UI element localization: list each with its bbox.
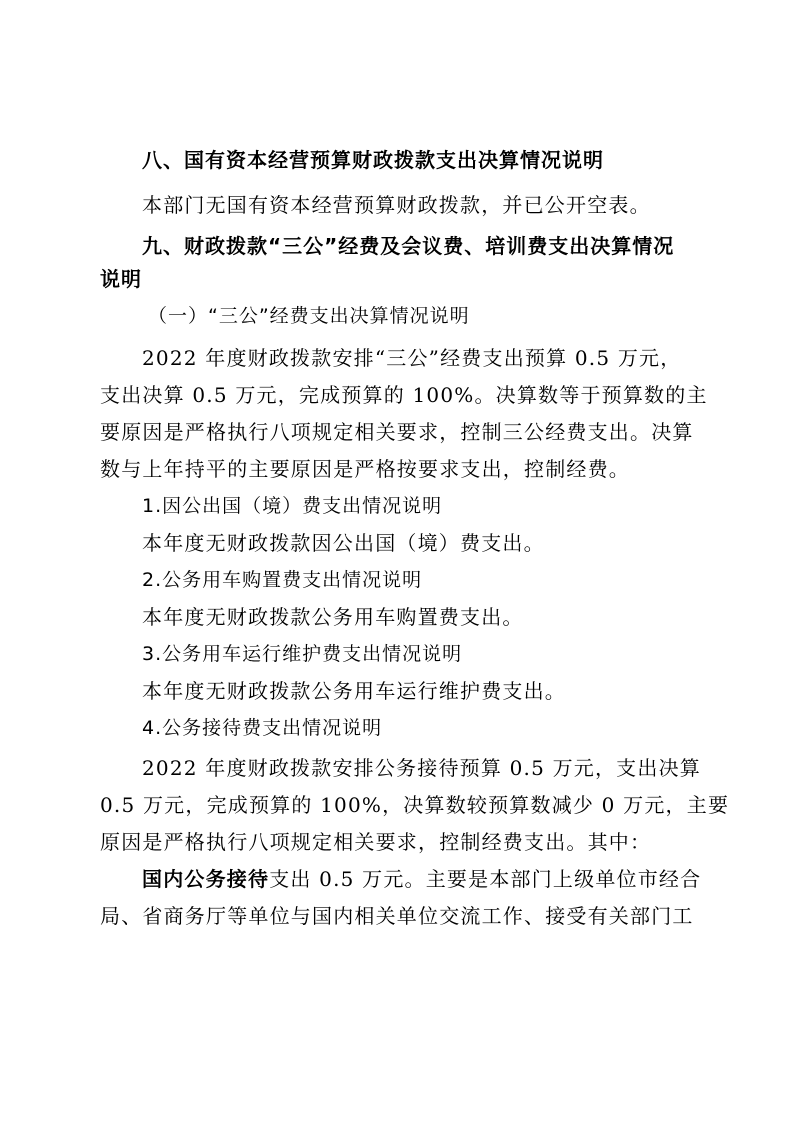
item-1-heading: 1.因公出国（境）费支出情况说明: [142, 495, 443, 517]
item-3-body: 本年度无财政拨款公务用车运行维护费支出。: [142, 679, 566, 703]
domestic-reception-line: [142, 867, 701, 891]
section-9-heading-line1: 九、财政拨款“三公”经费及会议费、培训费支出决算情况: [142, 234, 675, 258]
item-1-body: 本年度无财政拨款因公出国（境）费支出。: [142, 531, 545, 555]
subsection-1-para-line-1: 2022 年度财政拨款安排“三公”经费支出预算 0.5 万元，: [142, 346, 682, 370]
subsection-1-para-line-2: 支出决算 0.5 万元，完成预算的 100%。决算数等于预算数的主: [100, 383, 708, 407]
subsection-1-heading: （一）“三公”经费支出决算情况说明: [148, 305, 470, 327]
subsection-1-para-line-3: 要原因是严格执行八项规定相关要求，控制三公经费支出。决算: [100, 420, 694, 444]
item-2-heading: 2.公务用车购置费支出情况说明: [142, 569, 423, 591]
section-9-heading-line2: 说明: [100, 267, 142, 291]
subsection-1-para-line-4: 数与上年持平的主要原因是严格按要求支出，控制经费。: [100, 457, 630, 481]
item-4-para-line-1: 2022 年度财政拨款安排公务接待预算 0.5 万元，支出决算: [142, 756, 701, 780]
item-4-para-line-3: 原因是严格执行八项规定相关要求，控制经费支出。其中：: [100, 830, 652, 854]
item-4-heading: 4.公务接待费支出情况说明: [142, 717, 383, 739]
item-4-para-line-2: 0.5 万元，完成预算的 100%，决算数较预算数减少 0 万元，主要: [100, 793, 730, 817]
item-3-heading: 3.公务用车运行维护费支出情况说明: [142, 643, 463, 665]
section-8-body: 本部门无国有资本经营预算财政拨款，并已公开空表。: [142, 193, 651, 217]
domestic-reception-label: 国内公务接待: [142, 867, 270, 891]
item-2-body: 本年度无财政拨款公务用车购置费支出。: [142, 605, 524, 629]
section-8-heading: 八、国有资本经营预算财政拨款支出决算情况说明: [142, 148, 604, 172]
domestic-reception-line-2: 局、省商务厅等单位与国内相关单位交流工作、接受有关部门工: [100, 904, 694, 928]
domestic-reception-text: 支出 0.5 万元。主要是本部门上级单位市经合: [269, 867, 702, 891]
